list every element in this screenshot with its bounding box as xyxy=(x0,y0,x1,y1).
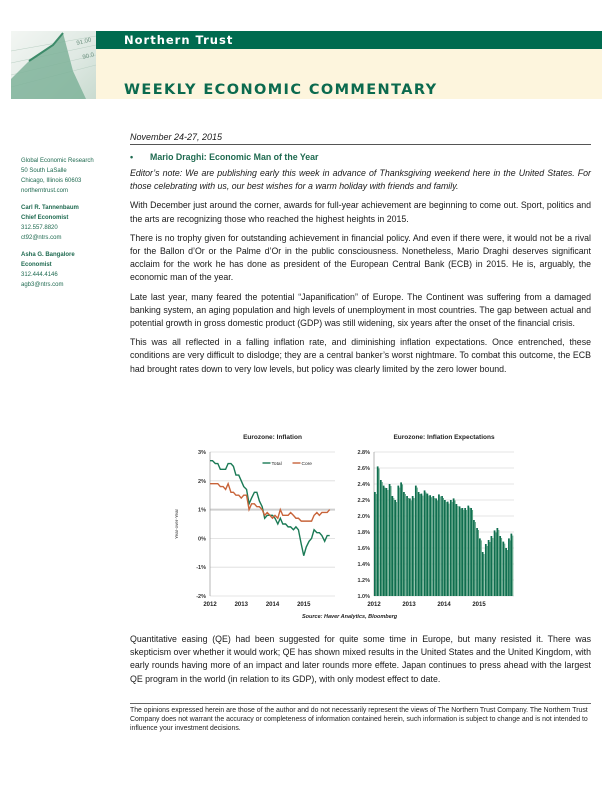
area-bar xyxy=(438,494,440,596)
org-city: Chicago, Illinois 60603 xyxy=(21,178,82,184)
area-bar xyxy=(462,508,464,596)
y-tick-label: -2% xyxy=(196,594,206,600)
y-tick-label: 0% xyxy=(198,536,206,543)
area-bar xyxy=(502,542,504,596)
y-tick-label: 1.6% xyxy=(357,546,370,552)
inflation-expectations-area-chart xyxy=(342,428,532,614)
contact-phone: 312.557.8820 xyxy=(21,225,58,231)
y-tick-label: 2.4% xyxy=(357,482,370,488)
contact-name: Carl R. Tannenbaum xyxy=(21,205,79,211)
paragraph: This was all reflected in a falling inflation rate, and diminishing inflation expectations. Once entrenched, these conditions are very difficult to dislodge; they are a central banker’s worst nightmare. To combat this outcome, the ECB had brought rates down to very low levels, but policy was clearly limited by the zero lower bound. xyxy=(130,337,591,374)
y-tick-label: -1% xyxy=(196,565,206,572)
chart-title: Eurozone: Inflation xyxy=(243,434,302,441)
area-bar xyxy=(494,530,496,596)
area-bar xyxy=(394,500,396,596)
series-line-total xyxy=(210,461,330,556)
area-bar-highlight xyxy=(376,494,377,596)
area-bar-highlight xyxy=(443,498,444,596)
area-bar-highlight xyxy=(425,492,426,596)
area-bar-highlight xyxy=(422,496,423,596)
area-bar xyxy=(403,492,405,596)
x-tick-label: 2013 xyxy=(234,602,248,608)
area-bar-highlight xyxy=(466,510,467,596)
area-bar-highlight xyxy=(419,494,420,596)
bullet-icon: • xyxy=(130,152,134,162)
area-bar xyxy=(380,480,382,596)
x-tick-label: 2012 xyxy=(367,602,381,608)
area-bar-highlight xyxy=(507,550,508,596)
chart-source: Source: Haver Analytics, Bloomberg xyxy=(302,614,398,620)
area-bar xyxy=(482,552,484,596)
area-bar xyxy=(508,538,510,596)
area-bar-highlight xyxy=(390,486,391,596)
area-bar xyxy=(456,504,458,596)
area-bar-highlight xyxy=(469,508,470,596)
area-bar-highlight xyxy=(414,498,415,596)
area-bar xyxy=(418,492,420,596)
area-bar-highlight xyxy=(440,496,441,596)
area-bar-highlight xyxy=(387,490,388,596)
area-bar xyxy=(497,528,499,596)
legend-label: Core xyxy=(301,462,312,467)
article-body xyxy=(130,131,591,376)
y-tick-label: 1.8% xyxy=(357,530,370,536)
area-bar-highlight xyxy=(460,508,461,596)
publication-title: WEEKLY ECONOMIC COMMENTARY xyxy=(124,82,438,98)
area-bar xyxy=(450,500,452,596)
org-name: Global Economic Research xyxy=(21,158,94,164)
area-bar xyxy=(432,496,434,596)
area-bar-highlight xyxy=(431,497,432,596)
contact-phone: 312.444.4146 xyxy=(21,272,58,278)
article-body-continued xyxy=(130,633,591,686)
area-bar-highlight xyxy=(481,540,482,596)
area-bar xyxy=(459,506,461,596)
area-bar xyxy=(415,486,417,596)
y-tick-label: 2.0% xyxy=(357,514,370,520)
y-tick-label: 1.0% xyxy=(357,594,370,600)
area-bar-highlight xyxy=(399,488,400,596)
area-bar xyxy=(412,496,414,596)
y-tick-label: 2.6% xyxy=(357,466,370,472)
area-bar xyxy=(406,496,408,596)
paragraph: Late last year, many feared the potential “Japanification” of Europe. The Continent was suffering from a damaged banking system, an aging population and high levels of unemployment in most countries. The gap between actual and potential growth in gross domestic product (GDP) was still widening, six years after the onset of the financial crisis. xyxy=(130,291,591,329)
area-bar-highlight xyxy=(489,542,490,596)
y-tick-label: 1.2% xyxy=(357,578,370,584)
rising-chart-icon xyxy=(11,31,96,99)
area-bar xyxy=(383,486,385,596)
photo-label-2: 90.0 xyxy=(82,52,95,61)
org-street: 50 South LaSalle xyxy=(21,168,67,174)
area-bar-highlight xyxy=(379,468,380,596)
area-bar-highlight xyxy=(405,494,406,596)
area-bar xyxy=(476,528,478,596)
area-bar-highlight xyxy=(457,506,458,596)
area-bar-highlight xyxy=(472,510,473,596)
area-bar xyxy=(491,536,493,596)
area-bar-highlight xyxy=(393,498,394,596)
paragraph: There is no trophy given for outstanding achievement in financial policy. And even if there were, it would not be a rival for the Ballon d’Or or the Palme d’Or in the public consciousness. Nonetheless, Mario Draghi deserves significant acclaim for the work he has done as president of the European Central Bank (ECB) in 2015. He is, arguably, the economic man of the year. xyxy=(130,232,591,283)
area-bar xyxy=(392,496,394,596)
area-bar xyxy=(485,544,487,596)
area-bar-highlight xyxy=(478,530,479,596)
area-bar xyxy=(444,500,446,596)
area-bar xyxy=(435,498,437,596)
x-tick-label: 2014 xyxy=(265,602,280,608)
area-bar-highlight xyxy=(501,538,502,596)
editors-note: Editor’s note: We are publishing early this week in advance of Thanksgiving weekend here in the United States. For those celebrating with us, our best wishes for a warm holiday with friends and family. xyxy=(130,168,591,192)
area-bar xyxy=(505,548,507,596)
area-bar xyxy=(464,508,466,596)
area-bar xyxy=(441,496,443,596)
area-bar-highlight xyxy=(495,532,496,596)
photo-label-1: 91.00 xyxy=(76,37,93,47)
area-bar-highlight xyxy=(475,522,476,596)
area-bar xyxy=(447,502,449,596)
area-bar-highlight xyxy=(384,488,385,596)
area-bar xyxy=(397,486,399,596)
article-heading-text: Mario Draghi: Economic Man of the Year xyxy=(150,152,319,162)
area-bar-highlight xyxy=(408,498,409,596)
area-bar xyxy=(409,498,411,596)
y-axis-label: Year-over-Year xyxy=(174,509,179,539)
contact-card xyxy=(21,250,121,290)
area-bar xyxy=(499,536,501,596)
y-tick-label: 2% xyxy=(198,478,206,485)
y-tick-label: 2.2% xyxy=(357,498,370,504)
brand-name: Northern Trust xyxy=(124,33,234,47)
area-bar-highlight xyxy=(434,498,435,596)
chart-title: Eurozone: Inflation Expectations xyxy=(393,434,495,441)
charts-panel xyxy=(170,428,532,628)
series-line-core xyxy=(210,484,330,521)
area-bar xyxy=(421,494,423,596)
article-heading xyxy=(130,152,591,162)
area-bar-highlight xyxy=(382,482,383,596)
contact-email-link[interactable]: ct92@ntrs.com xyxy=(21,235,62,241)
area-bar-highlight xyxy=(396,502,397,596)
contact-email-link[interactable]: agb3@ntrs.com xyxy=(21,282,64,288)
area-bar xyxy=(488,540,490,596)
area-bar-highlight xyxy=(402,484,403,596)
inflation-line-chart xyxy=(170,428,342,614)
area-bar xyxy=(424,490,426,596)
sidebar-contacts xyxy=(21,156,121,297)
area-bar xyxy=(453,498,455,596)
area-bar xyxy=(389,484,391,596)
y-tick-label: 1% xyxy=(198,507,206,514)
x-tick-label: 2015 xyxy=(472,602,486,608)
contact-title: Chief Economist xyxy=(21,215,69,221)
y-tick-label: 3% xyxy=(198,450,206,456)
disclaimer: The opinions expressed herein are those of the author and do not necessarily represent the views of The Northern Trust Company. The Northern Trust Company does not warrant the accuracy or completeness of information contained herein, such information is subject to change and is not intended to influence your investment decisions. xyxy=(130,703,591,733)
area-bar xyxy=(400,482,402,596)
area-bar xyxy=(470,508,472,596)
area-bar-highlight xyxy=(449,504,450,596)
x-tick-label: 2013 xyxy=(402,602,416,608)
area-bar xyxy=(473,520,475,596)
org-website-link[interactable]: northerntrust.com xyxy=(21,188,69,194)
org-address xyxy=(21,156,121,196)
x-tick-label: 2014 xyxy=(437,602,451,608)
area-bar xyxy=(467,506,469,596)
area-bar xyxy=(429,495,431,596)
area-bar xyxy=(479,538,481,596)
area-bar xyxy=(374,492,376,596)
y-tick-label: 2.8% xyxy=(357,450,370,456)
x-tick-label: 2015 xyxy=(297,602,311,608)
issue-date: November 24-27, 2015 xyxy=(130,131,591,145)
area-bar-highlight xyxy=(487,546,488,596)
area-bar xyxy=(377,466,379,596)
masthead-chart-photo xyxy=(11,31,96,99)
legend-label: Total xyxy=(271,462,282,467)
area-bar-highlight xyxy=(411,500,412,596)
area-bar-highlight xyxy=(417,488,418,596)
area-bar-highlight xyxy=(454,500,455,596)
area-bar-highlight xyxy=(446,502,447,596)
area-bar-highlight xyxy=(428,496,429,596)
area-bar-highlight xyxy=(463,510,464,596)
paragraph: With December just around the corner, awards for full-year achievement are beginning to come out. Sport, politics and the arts are recognizing those who reached the highest heights in 2015. xyxy=(130,200,591,224)
area-bar-highlight xyxy=(452,502,453,596)
area-bar-highlight xyxy=(484,554,485,596)
contact-card xyxy=(21,203,121,243)
area-bar xyxy=(511,534,513,596)
area-bar xyxy=(386,488,388,596)
area-bar-highlight xyxy=(492,538,493,596)
paragraph: Quantitative easing (QE) had been suggested for quite some time in Europe, but many resisted it. There was skepticism over whether it would work; QE has shown mixed results in the United States and the United Kingdom, with early rounds having more of an impact and later rounds more effete. Japan continues to press ahead with the largest QE program in the world (in relation to its GDP), with only modest effect to date. xyxy=(130,634,591,684)
area-bar-highlight xyxy=(512,536,513,596)
contact-title: Economist xyxy=(21,262,52,268)
area-bar xyxy=(427,494,429,596)
contact-name: Asha G. Bangalore xyxy=(21,252,75,258)
x-tick-label: 2012 xyxy=(203,602,217,608)
area-bar-highlight xyxy=(437,500,438,596)
area-bar-highlight xyxy=(498,530,499,596)
area-bar-highlight xyxy=(504,544,505,596)
y-tick-label: 1.4% xyxy=(357,562,370,568)
